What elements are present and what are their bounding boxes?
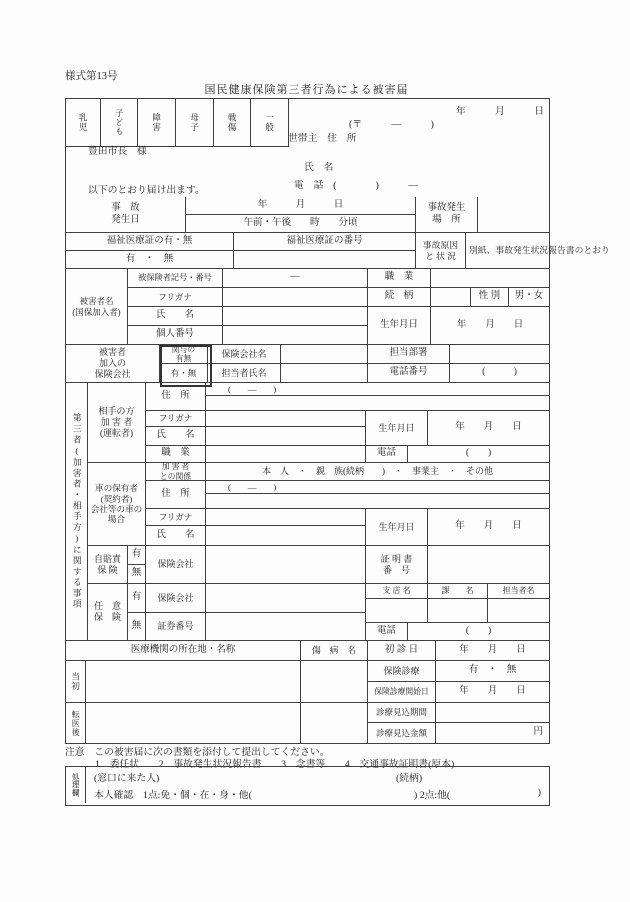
owner-label-line4: 場合: [107, 514, 126, 525]
transfer-medical-name-field[interactable]: [86, 703, 301, 743]
driver-address-field[interactable]: [206, 396, 549, 411]
driver-address-label: 住 所: [146, 383, 206, 411]
accident-place-label-line1: 事故発生: [427, 203, 466, 214]
victim-insurance-label-line3: 保険会社: [94, 368, 131, 379]
jibaiseki-cert-field[interactable]: [428, 546, 549, 584]
voluntary-yes-choice[interactable]: 有: [128, 584, 146, 613]
involvement-label-line2: 有無: [175, 354, 192, 363]
owner-furigana-label: フリガナ: [146, 509, 206, 526]
owner-address-field[interactable]: [206, 494, 549, 509]
notes-caution-label: 注意: [65, 747, 85, 758]
voluntary-section-label: [88, 584, 128, 641]
driver-birth-label: 生年月日: [366, 411, 428, 446]
voluntary-section-name-field[interactable]: [428, 599, 488, 623]
voluntary-policy-field[interactable]: [206, 613, 366, 641]
victim-personal-number-field[interactable]: [223, 326, 368, 345]
insured-care-choice[interactable]: 有 ・ 無: [436, 661, 549, 682]
driver-name-field[interactable]: [206, 427, 366, 446]
accident-date-field[interactable]: 年 月 日: [186, 197, 416, 215]
third-party-section-strip: 第三者(加害者・相手方)に関する事項: [66, 383, 88, 641]
householder-postal-field[interactable]: (〒 ― ): [349, 119, 434, 130]
jibaiseki-cert-label-line1: 証 明 書: [380, 553, 413, 564]
victim-insurance-label-line1: 被害者: [98, 347, 126, 358]
voluntary-branch-field[interactable]: [366, 599, 428, 623]
jibaiseki-yes-choice[interactable]: 有: [128, 546, 146, 565]
insured-care-start-label: 保険診療開始日: [368, 682, 436, 703]
voluntary-company-field[interactable]: [206, 584, 366, 613]
insurance-tel-label: 電話番号: [368, 364, 450, 383]
voluntary-company-label: 保険会社: [146, 584, 206, 613]
victim-sex-label: 性 別: [471, 288, 509, 307]
transfer-row-label: 転医後: [66, 703, 86, 743]
main-form-table: [65, 98, 610, 744]
jibaiseki-no-choice[interactable]: 無: [128, 565, 146, 584]
initial-injury-field[interactable]: [301, 661, 368, 703]
owner-section-label: [88, 463, 146, 546]
processing-relation-label: (続柄): [396, 773, 423, 784]
victim-insurance-label-line2: 加入の: [98, 358, 126, 369]
injury-name-header: 傷 病 名: [301, 641, 368, 661]
owner-postal-field[interactable]: ( ― ): [206, 481, 549, 494]
voluntary-tel-field[interactable]: ( ): [408, 623, 549, 641]
medical-name-header: 医療機関の所在地・名称: [66, 641, 301, 661]
accident-place-label: [416, 197, 478, 233]
notes-caution-text: この被害届に次の書類を添付して提出してください。: [94, 747, 330, 758]
driver-birth-field[interactable]: 年 月 日: [428, 411, 549, 446]
voluntary-label-line2: 保 険: [93, 612, 121, 622]
welfare-cert-choice[interactable]: 有 ・ 無: [66, 251, 234, 269]
involvement-choice[interactable]: 有・無: [160, 364, 208, 383]
jibaiseki-label-line1: 自賠責: [93, 553, 121, 564]
driver-occupation-field[interactable]: [206, 446, 366, 463]
owner-furigana-field[interactable]: [206, 509, 366, 526]
insurance-tel-field[interactable]: ( ): [450, 364, 549, 383]
accident-cause-label-line2: と 状 況: [425, 250, 456, 261]
victim-relation-field[interactable]: [431, 288, 471, 307]
welfare-cert-number-label: 福祉医療証の番号: [234, 233, 416, 251]
householder-address-label: 世帯主 住 所: [288, 133, 357, 144]
welfare-cert-label: 福祉医療証の有・無: [66, 233, 234, 251]
voluntary-label-line1: 任 意: [93, 601, 121, 612]
driver-furigana-field[interactable]: [206, 411, 366, 427]
insured-number-label: 被保険者記号・番号: [128, 269, 223, 288]
owner-label-line1: 車の保有者: [95, 483, 138, 494]
jibaiseki-label-line2: 保 険: [97, 564, 118, 575]
victim-furigana-field[interactable]: [223, 288, 368, 307]
accident-time-field[interactable]: 午前・午後 時 分頃: [186, 215, 416, 233]
owner-address-label: 住 所: [146, 481, 206, 509]
first-visit-label: 初 診 日: [368, 641, 436, 661]
form-number: 様式第13号: [65, 71, 118, 82]
accident-date-label: [66, 197, 186, 233]
jibaiseki-company-label: 保険会社: [146, 546, 206, 584]
insurance-dept-field[interactable]: [450, 345, 549, 364]
insurance-dept-label: 担当部署: [368, 345, 450, 364]
involvement-label: [160, 345, 208, 364]
victim-birth-field[interactable]: 年 月 日: [431, 307, 549, 345]
victim-name-section-label: [66, 269, 128, 345]
accident-place-field[interactable]: [478, 197, 549, 233]
driver-label-line2: 加 害 者: [100, 417, 133, 428]
processing-visitor-label: (窓口に来た人): [94, 773, 160, 784]
processing-box: [65, 766, 550, 806]
insured-number-field[interactable]: ―: [223, 269, 368, 288]
jibaiseki-company-field[interactable]: [206, 546, 366, 584]
outlook-period-field[interactable]: [436, 703, 549, 723]
victim-name-label: 氏 名: [128, 307, 223, 326]
driver-postal-field[interactable]: ( ― ): [206, 383, 549, 396]
insurance-company-label: 保険会社名: [208, 345, 281, 364]
accident-date-label-line2: 発生日: [111, 214, 140, 225]
accident-cause-label: [416, 233, 466, 269]
owner-relation-label-line1: 加 害 者: [161, 462, 190, 472]
voluntary-tel-label: 電話: [366, 623, 408, 641]
insurance-person-field[interactable]: [281, 364, 368, 383]
processing-strip-label: 処理欄: [66, 767, 86, 803]
victim-occupation-label: 職 業: [368, 269, 431, 288]
householder-phone-field[interactable]: 電 話 ( ) ―: [294, 180, 419, 191]
initial-row-label: 当初: [66, 661, 86, 703]
voluntary-person-label: 担当者名: [488, 584, 549, 599]
driver-section-label: [88, 383, 146, 463]
welfare-cert-number-field[interactable]: [234, 251, 416, 269]
outlook-period-label: 診療見込期間: [368, 703, 436, 723]
accident-cause-label-line1: 事故原因: [422, 239, 459, 250]
owner-label-line2: (契約者): [100, 493, 133, 504]
victim-furigana-label: フリガナ: [128, 288, 223, 307]
processing-identity-field[interactable]: 本人確認 1点:免・個・在・身・他(: [94, 790, 252, 801]
voluntary-person-field[interactable]: [488, 599, 549, 623]
driver-tel-label: 電話: [366, 446, 408, 463]
category-cell-child[interactable]: 子ども: [101, 99, 138, 147]
processing-identity-close: ): [537, 787, 541, 798]
accident-cause-value-text: 別紙、事故発生状況報告書のとおり: [469, 245, 610, 256]
driver-occupation-label: 職 業: [146, 446, 206, 463]
page-title: 国民健康保険第三者行為による被害届: [204, 84, 409, 96]
victim-relation-label: 続 柄: [368, 288, 431, 307]
voluntary-section-name-label: 課 名: [428, 584, 488, 599]
voluntary-no-choice[interactable]: 無: [128, 613, 146, 641]
victim-insurance-section-label: [66, 345, 160, 383]
driver-label-line1: 相手の方: [98, 406, 135, 417]
first-visit-field[interactable]: 年 月 日: [436, 641, 549, 661]
victim-sex-choice[interactable]: 男・女: [509, 288, 549, 307]
insurance-person-label: 担当者氏名: [208, 364, 281, 383]
driver-name-label: 氏 名: [146, 427, 206, 446]
outlook-amount-field[interactable]: 円: [533, 727, 543, 738]
owner-relation-label-line2: との関係: [159, 471, 192, 481]
insured-care-start-field[interactable]: 年 月 日: [436, 682, 549, 703]
category-cell-war-injury[interactable]: 戦傷: [214, 99, 251, 147]
owner-relation-choice[interactable]: 本 人 ・ 親 族(続柄 ) ・ 事業主 ・ その他: [206, 463, 549, 481]
notes-attachments-line: 1 委任状 2 事故発生状況報告書 3 念書等 4 交通事故証明書(原本): [95, 759, 455, 770]
victim-label-line2: (国保加入者): [72, 306, 121, 317]
jibaiseki-cert-label: [366, 546, 428, 584]
involvement-label-line1: 関与の: [171, 344, 196, 354]
victim-name-field[interactable]: [223, 307, 368, 326]
category-cell-mother-child[interactable]: 母子: [176, 99, 214, 147]
mayor-addressee: 豊田市長 様: [88, 146, 147, 157]
driver-furigana-label: フリガナ: [146, 411, 206, 427]
processing-identity-field2[interactable]: ) 2点:他(: [414, 790, 451, 801]
insured-care-label: 保険診療: [368, 661, 436, 682]
driver-label-line3: (運転者): [100, 427, 133, 438]
householder-name-label: 氏 名: [304, 162, 334, 173]
owner-label-line3: 会社等の車の: [90, 504, 143, 514]
owner-name-label: 氏 名: [146, 526, 206, 546]
owner-birth-label: 生年月日: [366, 509, 428, 546]
outlook-amount-label: 診療見込金額: [368, 723, 436, 743]
insurance-company-field[interactable]: [281, 345, 368, 364]
voluntary-policy-label: 証券番号: [146, 613, 206, 641]
victim-occupation-field[interactable]: [431, 269, 549, 288]
accident-cause-value: [466, 233, 610, 269]
category-cell-disability[interactable]: 障害: [138, 99, 176, 147]
victim-label-line1: 被害者名: [79, 296, 114, 307]
victim-birth-label: 生年月日: [368, 307, 431, 345]
initial-medical-name-field[interactable]: [86, 661, 301, 703]
transfer-injury-field[interactable]: [301, 703, 368, 743]
report-date-field[interactable]: 年 月 日: [455, 106, 544, 117]
owner-relation-label: [146, 463, 206, 481]
jibaiseki-section-label: [88, 546, 128, 584]
accident-place-label-line2: 場 所: [432, 214, 461, 225]
victim-personal-number-label: 個人番号: [128, 326, 223, 345]
jibaiseki-cert-label-line2: 番 号: [382, 564, 410, 575]
accident-date-label-line1: 事 故: [111, 203, 140, 214]
category-cell-infant[interactable]: 乳児: [66, 99, 101, 147]
category-cell-general[interactable]: 一般: [251, 99, 289, 147]
driver-tel-field[interactable]: ( ): [408, 446, 549, 463]
owner-birth-field[interactable]: 年 月 日: [428, 509, 549, 546]
declaration-text: 以下のとおり届け出ます。: [88, 185, 205, 196]
voluntary-branch-label: 支 店 名: [366, 584, 428, 599]
owner-name-field[interactable]: [206, 526, 366, 546]
